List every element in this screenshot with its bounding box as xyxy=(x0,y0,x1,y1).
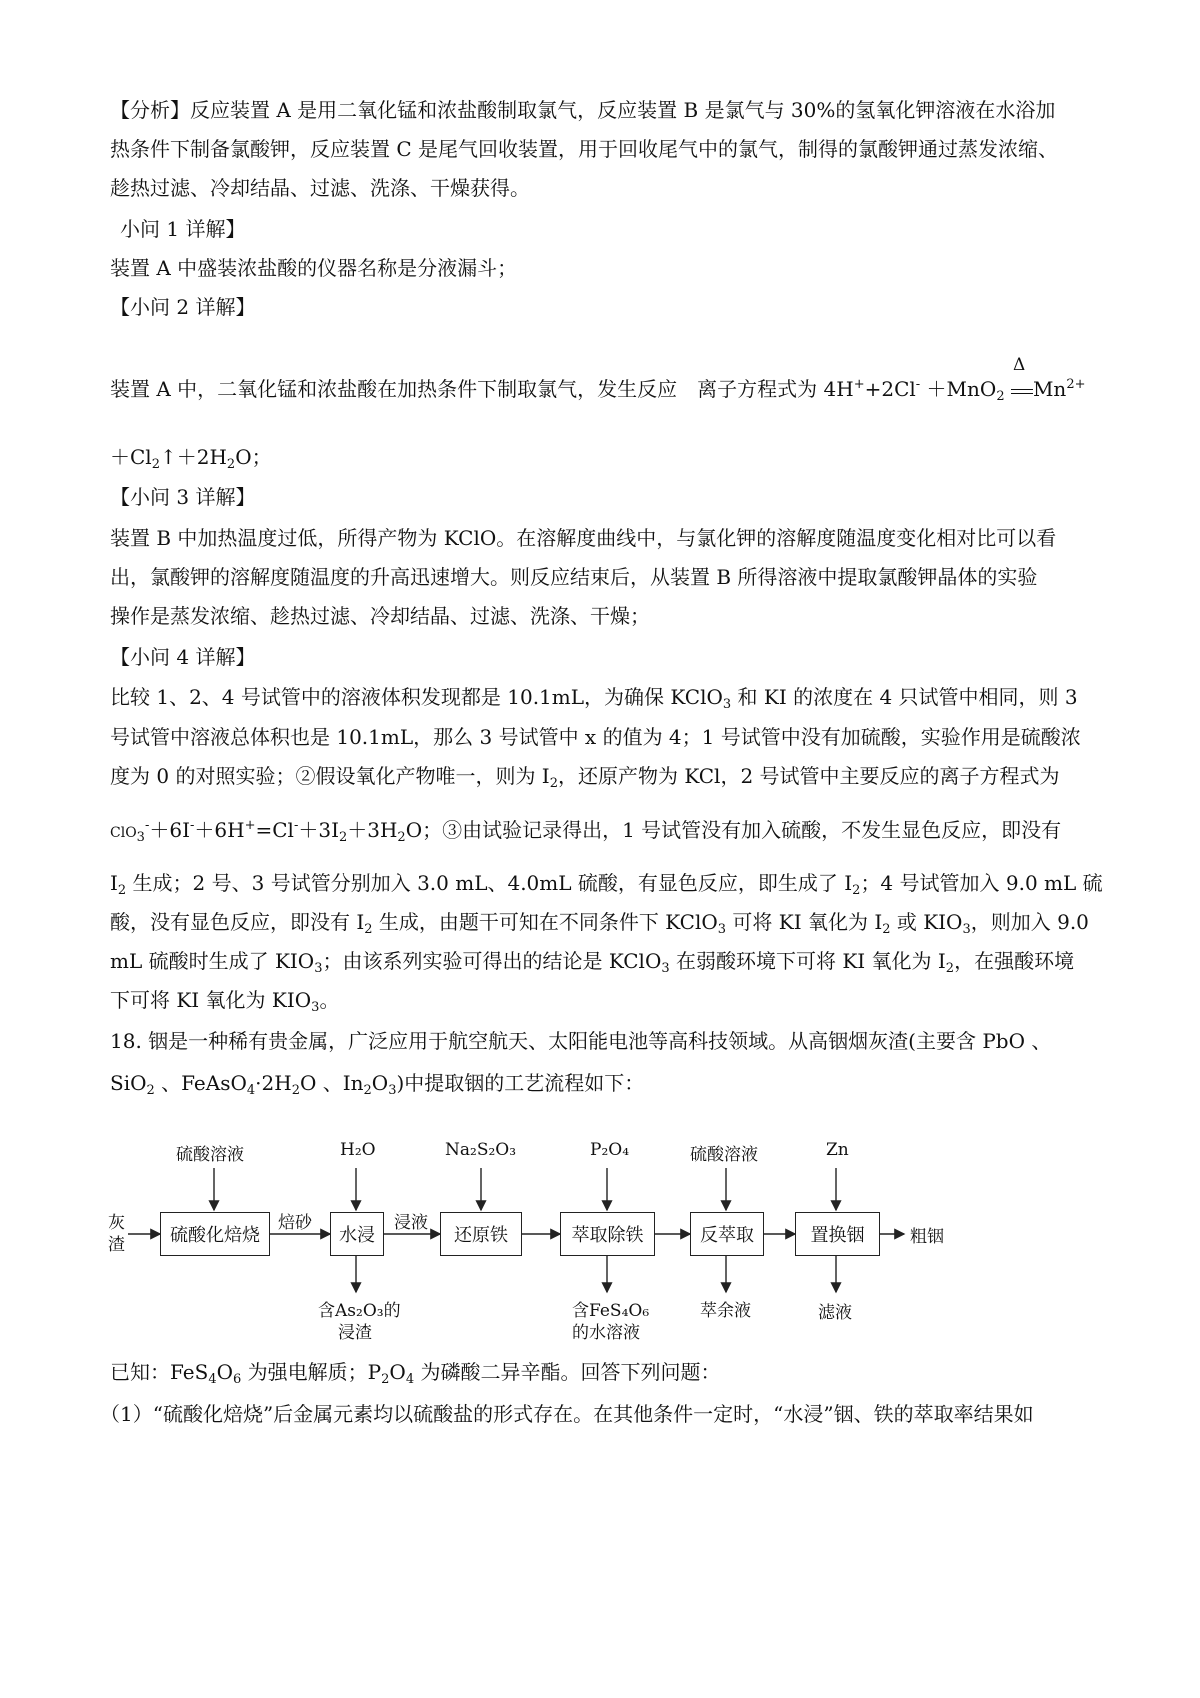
flow-input-water: H₂O xyxy=(340,1140,376,1160)
q2-equation-line-2: $+Cl_2↑+2H_2O$； xyxy=(110,445,272,472)
flow-start-label: 灰 渣 xyxy=(108,1213,125,1255)
q4-line-1: 比较 1、2、4 号试管中的溶液体积发现都是 10.1mL，为确保 KClO$_3$ 和 KI 的浓度在 4 只试管中相同，则 3 xyxy=(110,685,1078,712)
flow-out-raffinate: 萃余液 xyxy=(700,1301,751,1321)
q4-line-5: $I_2$ 生成；2 号、3 号试管分别加入 3.0 mL、4.0mL 硫酸，有显色反应，即生成了 $I_2$；4 号试管加入 9.0 mL 硫 xyxy=(110,871,1103,898)
heat-arrow: Δ xyxy=(1011,375,1033,407)
q1-answer: 装置 A 中盛装浓盐酸的仪器名称是分液漏斗； xyxy=(110,256,518,280)
flow-out-residue-a: 含As₂O₃的 xyxy=(318,1301,401,1321)
flow-input-sulfuric-acid-2: 硫酸溶液 xyxy=(690,1145,758,1165)
flow-end-crude-indium: 粗铟 xyxy=(910,1227,944,1247)
q1-heading: 小问 1 详解】 xyxy=(120,217,246,241)
flow-label-calcine: 焙砂 xyxy=(278,1213,312,1233)
q3-heading: 【小问 3 详解】 xyxy=(110,485,256,509)
q18-subquestion-1: （1）“硫酸化焙烧”后金属元素均以硫酸盐的形式存在。在其他条件一定时，“水浸”铟、铁的萃取率结果如 xyxy=(100,1402,1034,1426)
flow-input-sodium-thiosulfate: Na₂S₂O₃ xyxy=(445,1140,517,1160)
flow-out-residue-b: 浸渣 xyxy=(338,1323,372,1343)
flow-out-filtrate: 滤液 xyxy=(818,1303,852,1323)
q4-line-4: $ClO_3^-+6I^-+6H^+=Cl^-+3I_2+3H_2O$；③由试验记录得出，1 号试管没有加入硫酸，不发生显色反应，即没有 xyxy=(110,818,1062,845)
q3-line-1: 装置 B 中加热温度过低，所得产物为 KClO。在溶解度曲线中，与氯化钾的溶解度随温度变化相对比可以看 xyxy=(110,526,1057,550)
flow-box-sulfation-roast: 硫酸化焙烧 xyxy=(160,1212,270,1256)
q2-heading: 【小问 2 详解】 xyxy=(110,295,256,319)
q4-line-8: 下可将 KI 氧化为 $KIO_3$。 xyxy=(110,988,340,1015)
q4-line-2: 号试管中溶液总体积也是 10.1mL，那么 3 号试管中 x 的值为 4；1 号试管中没有加硫酸，实验作用是硫酸浓 xyxy=(110,725,1081,749)
q3-line-3: 操作是蒸发浓缩、趁热过滤、冷却结晶、过滤、洗涤、干燥； xyxy=(110,604,650,628)
flow-label-leachate: 浸液 xyxy=(394,1213,428,1233)
flow-box-water-leach: 水浸 xyxy=(330,1212,384,1256)
flow-out-fes4o6-a: 含FeS₄O₆ xyxy=(572,1301,650,1321)
q4-heading: 【小问 4 详解】 xyxy=(110,645,256,669)
analysis-line-3: 趁热过滤、冷却结晶、过滤、洗涤、干燥获得。 xyxy=(110,176,530,200)
flow-box-replace-indium: 置换铟 xyxy=(795,1212,880,1256)
flow-input-zinc: Zn xyxy=(826,1140,849,1160)
flow-box-reduce-iron: 还原铁 xyxy=(440,1212,522,1256)
flow-box-extract-iron: 萃取除铁 xyxy=(560,1212,655,1256)
analysis-line-1: 【分析】反应装置 A 是用二氧化锰和浓盐酸制取氯气，反应装置 B 是氯气与 30%的氢氧化钾溶液在水浴加 xyxy=(110,98,1056,122)
flow-input-p2o4: P₂O₄ xyxy=(590,1140,630,1160)
analysis-line-2: 热条件下制备氯酸钾，反应装置 C 是尾气回收装置，用于回收尾气中的氯气，制得的氯酸钾通过蒸发浓缩、 xyxy=(110,137,1059,161)
flow-out-fes4o6-b: 的水溶液 xyxy=(572,1323,640,1343)
q18-line-2: SiO$_2$ 、$FeAsO_4\cdot 2H_2O$ 、$In_2O_3$)中提取铟的工艺流程如下： xyxy=(110,1071,645,1098)
q18-line-1: 18. 铟是一种稀有贵金属，广泛应用于航空航天、太阳能电池等高科技领域。从高铟烟灰渣(主要含 PbO 、 xyxy=(110,1029,1052,1053)
q3-line-2: 出，氯酸钾的溶解度随温度的升高迅速增大。则反应结束后，从装置 B 所得溶液中提取氯酸钾晶体的实验 xyxy=(110,565,1038,589)
q4-line-3: 度为 0 的对照实验；②假设氧化产物唯一，则为 $I_2$，还原产物为 KCl，2 号试管中主要反应的离子方程式为 xyxy=(110,764,1060,791)
flow-input-sulfuric-acid-1: 硫酸溶液 xyxy=(176,1145,244,1165)
flow-box-back-extraction: 反萃取 xyxy=(690,1212,764,1256)
q4-line-7: mL 硫酸时生成了 $KIO_3$；由该系列实验可得出的结论是 KClO$_3$ 在弱酸环境下可将 KI 氧化为 $I_2$，在强酸环境 xyxy=(110,949,1075,976)
q4-line-6: 酸，没有显色反应，即没有 $I_2$ 生成，由题干可知在不同条件下 KClO$_3$ 可将 KI 氧化为 $I_2$ 或 $KIO_3$，则加入 9.0 xyxy=(110,910,1089,937)
q18-known: 已知：$FeS_4O_6$ 为强电解质；$P_2O_4$ 为磷酸二异辛酯。回答下列问题： xyxy=(110,1360,721,1387)
q2-equation-line: 装置 A 中，二氧化锰和浓盐酸在加热条件下制取氯气，发生反应 离子方程式为 4H++2Cl- ＋MnO$_2$ Δ $Mn^{2+}$ xyxy=(110,373,1085,407)
